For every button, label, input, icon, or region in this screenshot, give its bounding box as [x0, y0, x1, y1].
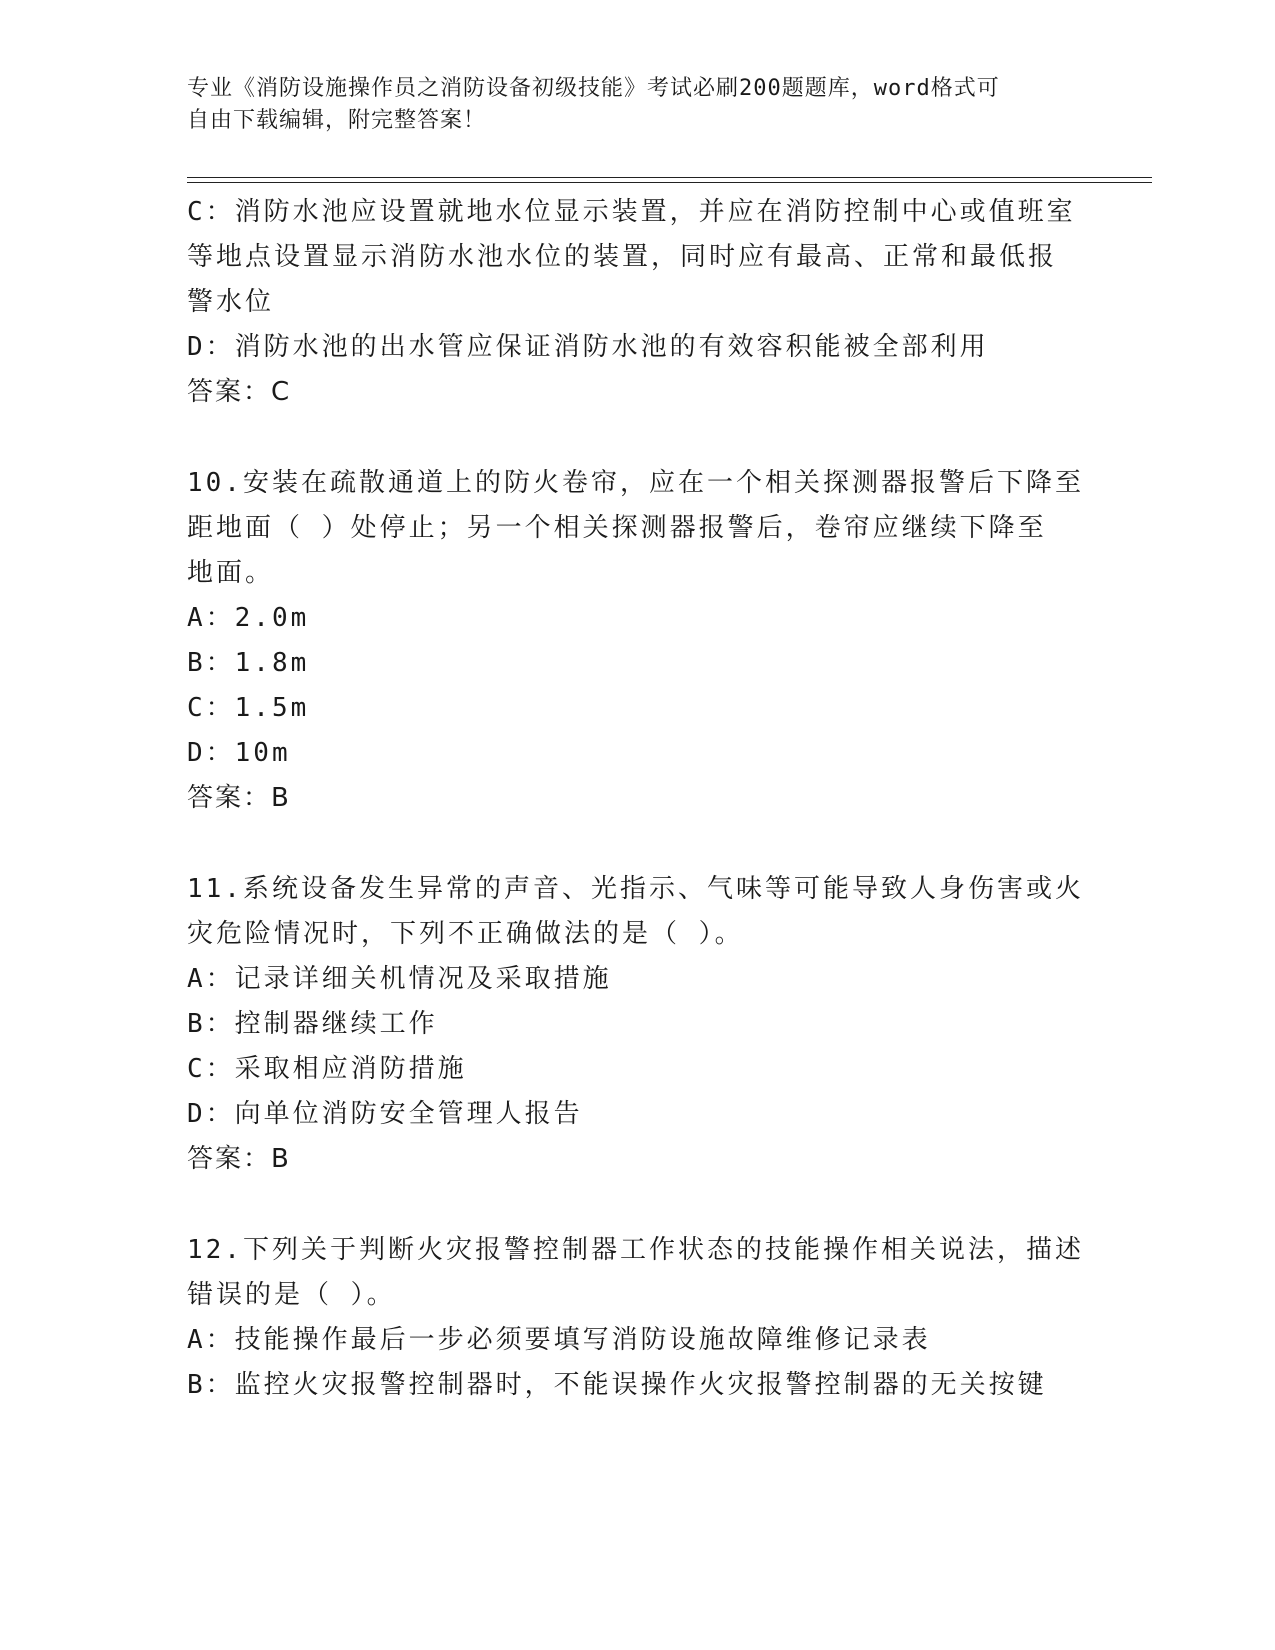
- question-text: 地面。: [187, 558, 275, 588]
- question-text: 11.系统设备发生异常的声音、光指示、气味等可能导致人身伤害或火: [187, 874, 1084, 904]
- header-line: 自由下载编辑，附完整答案！: [187, 108, 487, 133]
- question-text: 10.安装在疏散通道上的防火卷帘，应在一个相关探测器报警后下降至: [187, 468, 1084, 498]
- option-line: B：控制器继续工作: [187, 1009, 438, 1039]
- option-line: 警水位: [187, 287, 275, 317]
- option-line: D：向单位消防安全管理人报告: [187, 1099, 583, 1129]
- question-block: [187, 1228, 1087, 1408]
- question-text: 距地面（ ）处停止；另一个相关探测器报警后，卷帘应继续下降至: [187, 513, 1047, 543]
- question-block: [187, 190, 1087, 415]
- document-body: [187, 190, 1087, 1408]
- page-header: [187, 73, 1087, 137]
- option-line: 等地点设置显示消防水池水位的装置，同时应有最高、正常和最低报: [187, 242, 1058, 272]
- header-rule: [187, 177, 1152, 178]
- option-line: A：2.0m: [187, 603, 310, 633]
- option-line: B：监控火灾报警控制器时，不能误操作火灾报警控制器的无关按键: [187, 1370, 1047, 1400]
- option-line: A：记录详细关机情况及采取措施: [187, 964, 612, 994]
- question-text: 错误的是（ ）。: [187, 1280, 396, 1310]
- question-text: 灾危险情况时，下列不正确做法的是（ ）。: [187, 919, 744, 949]
- answer-line: 答案：B: [187, 783, 291, 813]
- header-line: 专业《消防设施操作员之消防设备初级技能》考试必刷200题题库，word格式可: [187, 76, 1000, 101]
- option-line: A：技能操作最后一步必须要填写消防设施故障维修记录表: [187, 1325, 931, 1355]
- option-line: D：消防水池的出水管应保证消防水池的有效容积能被全部利用: [187, 332, 989, 362]
- answer-line: 答案：C: [187, 377, 292, 407]
- question-block: [187, 867, 1087, 1182]
- answer-line: 答案：B: [187, 1144, 291, 1174]
- question-block: [187, 461, 1087, 821]
- header-rule: [187, 182, 1152, 183]
- option-line: C：消防水池应设置就地水位显示装置，并应在消防控制中心或值班室: [187, 197, 1076, 227]
- question-text: 12.下列关于判断火灾报警控制器工作状态的技能操作相关说法，描述: [187, 1235, 1084, 1265]
- option-line: B：1.8m: [187, 648, 310, 678]
- option-line: C：1.5m: [187, 693, 310, 723]
- option-line: C：采取相应消防措施: [187, 1054, 467, 1084]
- option-line: D：10m: [187, 738, 291, 768]
